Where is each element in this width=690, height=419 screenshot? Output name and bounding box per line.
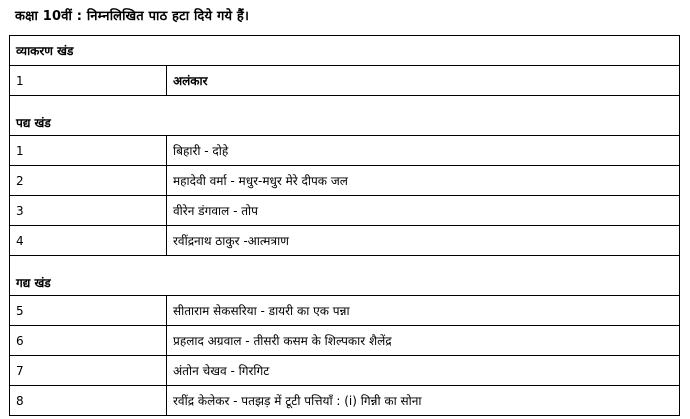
table-row: [10, 226, 680, 256]
row-number: 1: [10, 136, 167, 166]
row-chapter: अंतोन चेखव - गिरगिट: [167, 356, 680, 386]
row-number: 4: [10, 226, 167, 256]
section-heading-grammar: व्याकरण खंड: [10, 36, 680, 66]
table-row: [10, 136, 680, 166]
removed-chapters-table: [9, 35, 680, 416]
table-row: [10, 296, 680, 326]
section-header-row: [10, 96, 680, 136]
row-number: 6: [10, 326, 167, 356]
row-chapter: वीरेन डंगवाल - तोप: [167, 196, 680, 226]
row-chapter: सीताराम सेकसरिया - डायरी का एक पन्ना: [167, 296, 680, 326]
section-heading-poetry: पद्य खंड: [10, 96, 680, 136]
section-header-row: [10, 256, 680, 296]
row-number: 2: [10, 166, 167, 196]
table-row: [10, 66, 680, 96]
row-chapter: प्रहलाद अग्रवाल - तीसरी कसम के शिल्पकार शैलेंद्र: [167, 326, 680, 356]
row-number: 5: [10, 296, 167, 326]
row-number: 3: [10, 196, 167, 226]
section-heading-prose: गद्य खंड: [10, 256, 680, 296]
row-number: 1: [10, 66, 167, 96]
section-header-row: [10, 36, 680, 66]
row-chapter: बिहारी - दोहे: [167, 136, 680, 166]
row-chapter: महादेवी वर्मा - मधुर-मधुर मेरे दीपक जल: [167, 166, 680, 196]
row-number: 7: [10, 356, 167, 386]
row-chapter: रवींद्रनाथ ठाकुर -आत्मत्राण: [167, 226, 680, 256]
row-chapter: रवींद्र केलेकर - पतझड़ में टूटी पत्तियाँ : (i) गिन्नी का सोना: [167, 386, 680, 416]
table-row: [10, 166, 680, 196]
table-row: [10, 386, 680, 416]
table-row: [10, 356, 680, 386]
row-chapter: अलंकार: [167, 66, 680, 96]
table-row: [10, 196, 680, 226]
table-row: [10, 326, 680, 356]
row-number: 8: [10, 386, 167, 416]
page-title: कक्षा 10वीं : निम्नलिखित पाठ हटा दिये गये हैं।: [15, 9, 250, 24]
